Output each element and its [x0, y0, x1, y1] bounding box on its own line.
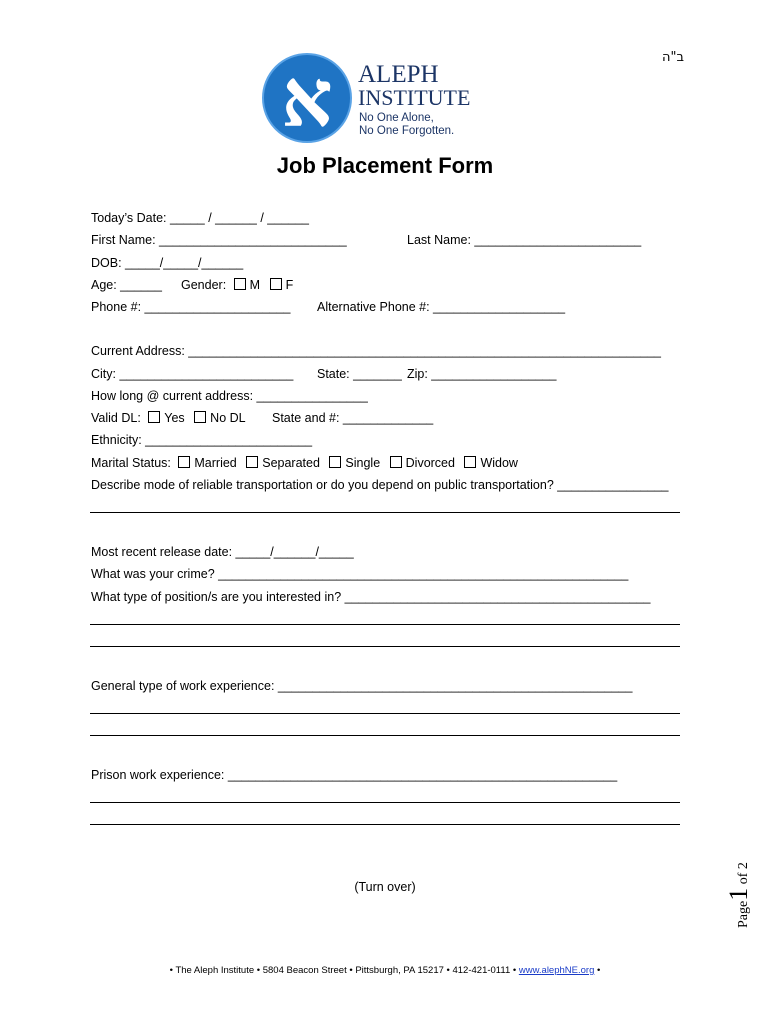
- marital-married-checkbox[interactable]: [178, 456, 190, 468]
- aleph-institute-logo: [262, 52, 482, 144]
- age-field[interactable]: Age: ______: [91, 278, 162, 292]
- valid-dl-label: Valid DL:: [91, 411, 141, 425]
- logo-emblem-icon: [262, 52, 482, 144]
- ethnicity-field[interactable]: Ethnicity: ________________________: [91, 433, 313, 447]
- gender-group: [181, 278, 293, 293]
- svg-text:ALEPH: ALEPH: [358, 61, 439, 88]
- footer: [0, 965, 770, 976]
- marital-separated-label: Separated: [262, 456, 320, 470]
- zip-field[interactable]: Zip: __________________: [407, 367, 557, 381]
- gender-m-label: M: [249, 278, 261, 292]
- dl-no-checkbox[interactable]: [194, 411, 206, 423]
- alt-phone-field[interactable]: Alternative Phone #: ___________________: [317, 300, 566, 314]
- transportation-answer-line[interactable]: [90, 512, 680, 513]
- marital-widow-label: Widow: [480, 456, 518, 470]
- work-experience-field[interactable]: General type of work experience: ___________________________________________________: [91, 679, 633, 693]
- gender-f-label: F: [285, 278, 294, 292]
- hebrew-bh-mark: ב"ה: [662, 50, 684, 65]
- marital-single-checkbox[interactable]: [329, 456, 341, 468]
- marital-divorced-checkbox[interactable]: [390, 456, 402, 468]
- position-answer-line-1[interactable]: [90, 624, 680, 625]
- svg-text:INSTITUTE: INSTITUTE: [358, 85, 471, 110]
- marital-married-label: Married: [194, 456, 237, 470]
- marital-divorced-label: Divorced: [405, 456, 455, 470]
- prison-work-field[interactable]: Prison work experience: ________________________________________________________: [91, 768, 618, 782]
- page-current: 1: [724, 887, 753, 901]
- prison-work-line-2[interactable]: [90, 824, 680, 825]
- svg-text:No One Forgotten.: No One Forgotten.: [359, 125, 455, 137]
- phone-field[interactable]: Phone #: _____________________: [91, 300, 291, 314]
- page-suffix: of 2: [736, 862, 751, 885]
- turn-over-note: (Turn over): [354, 880, 416, 894]
- dob-field[interactable]: DOB: _____/_____/______: [91, 256, 244, 270]
- prison-work-line-1[interactable]: [90, 802, 680, 803]
- how-long-field[interactable]: How long @ current address: ________________: [91, 389, 368, 403]
- city-field[interactable]: City: _________________________: [91, 367, 294, 381]
- release-date-field[interactable]: Most recent release date: _____/______/_____: [91, 545, 354, 559]
- marital-single-label: Single: [345, 456, 381, 470]
- dl-yes-label: Yes: [164, 411, 185, 425]
- position-answer-line-2[interactable]: [90, 646, 680, 647]
- work-experience-line-1[interactable]: [90, 713, 680, 714]
- page-indicator: [724, 862, 754, 928]
- todays-date-field[interactable]: Today’s Date: _____ / ______ / ______: [91, 211, 309, 225]
- gender-f-checkbox[interactable]: [270, 278, 282, 290]
- form-title: Job Placement Form: [276, 153, 494, 178]
- footer-website-link[interactable]: www.alephNE.org: [518, 965, 595, 976]
- gender-label: Gender:: [181, 278, 227, 292]
- current-address-field[interactable]: Current Address: ____________________________________________________________________: [91, 344, 661, 358]
- crime-field[interactable]: What was your crime? ___________________________________________________________: [91, 567, 629, 581]
- gender-m-checkbox[interactable]: [234, 278, 246, 290]
- footer-end: •: [597, 965, 601, 976]
- dl-no-label: No DL: [210, 411, 246, 425]
- state-field[interactable]: State: _______: [317, 367, 402, 381]
- first-name-field[interactable]: First Name: ___________________________: [91, 233, 347, 247]
- svg-text:א: א: [281, 52, 333, 144]
- page-prefix: Page: [736, 900, 751, 928]
- last-name-field[interactable]: Last Name: ________________________: [407, 233, 642, 247]
- valid-dl-group: [91, 411, 246, 426]
- footer-text: • The Aleph Institute • 5804 Beacon Street • Pittsburgh, PA 15217 • 412-421-0111 •: [169, 965, 517, 976]
- marital-widow-checkbox[interactable]: [464, 456, 476, 468]
- svg-text:No One Alone,: No One Alone,: [359, 112, 434, 124]
- marital-separated-checkbox[interactable]: [246, 456, 258, 468]
- transportation-field[interactable]: Describe mode of reliable transportation or do you depend on public transportation? ________________: [91, 478, 669, 492]
- state-and-number-field[interactable]: State and #: _____________: [272, 411, 434, 425]
- marital-status-label: Marital Status:: [91, 456, 171, 470]
- position-interest-field[interactable]: What type of position/s are you interested in? ____________________________________________: [91, 590, 651, 604]
- dl-yes-checkbox[interactable]: [148, 411, 160, 423]
- marital-status-group: [91, 456, 518, 471]
- work-experience-line-2[interactable]: [90, 735, 680, 736]
